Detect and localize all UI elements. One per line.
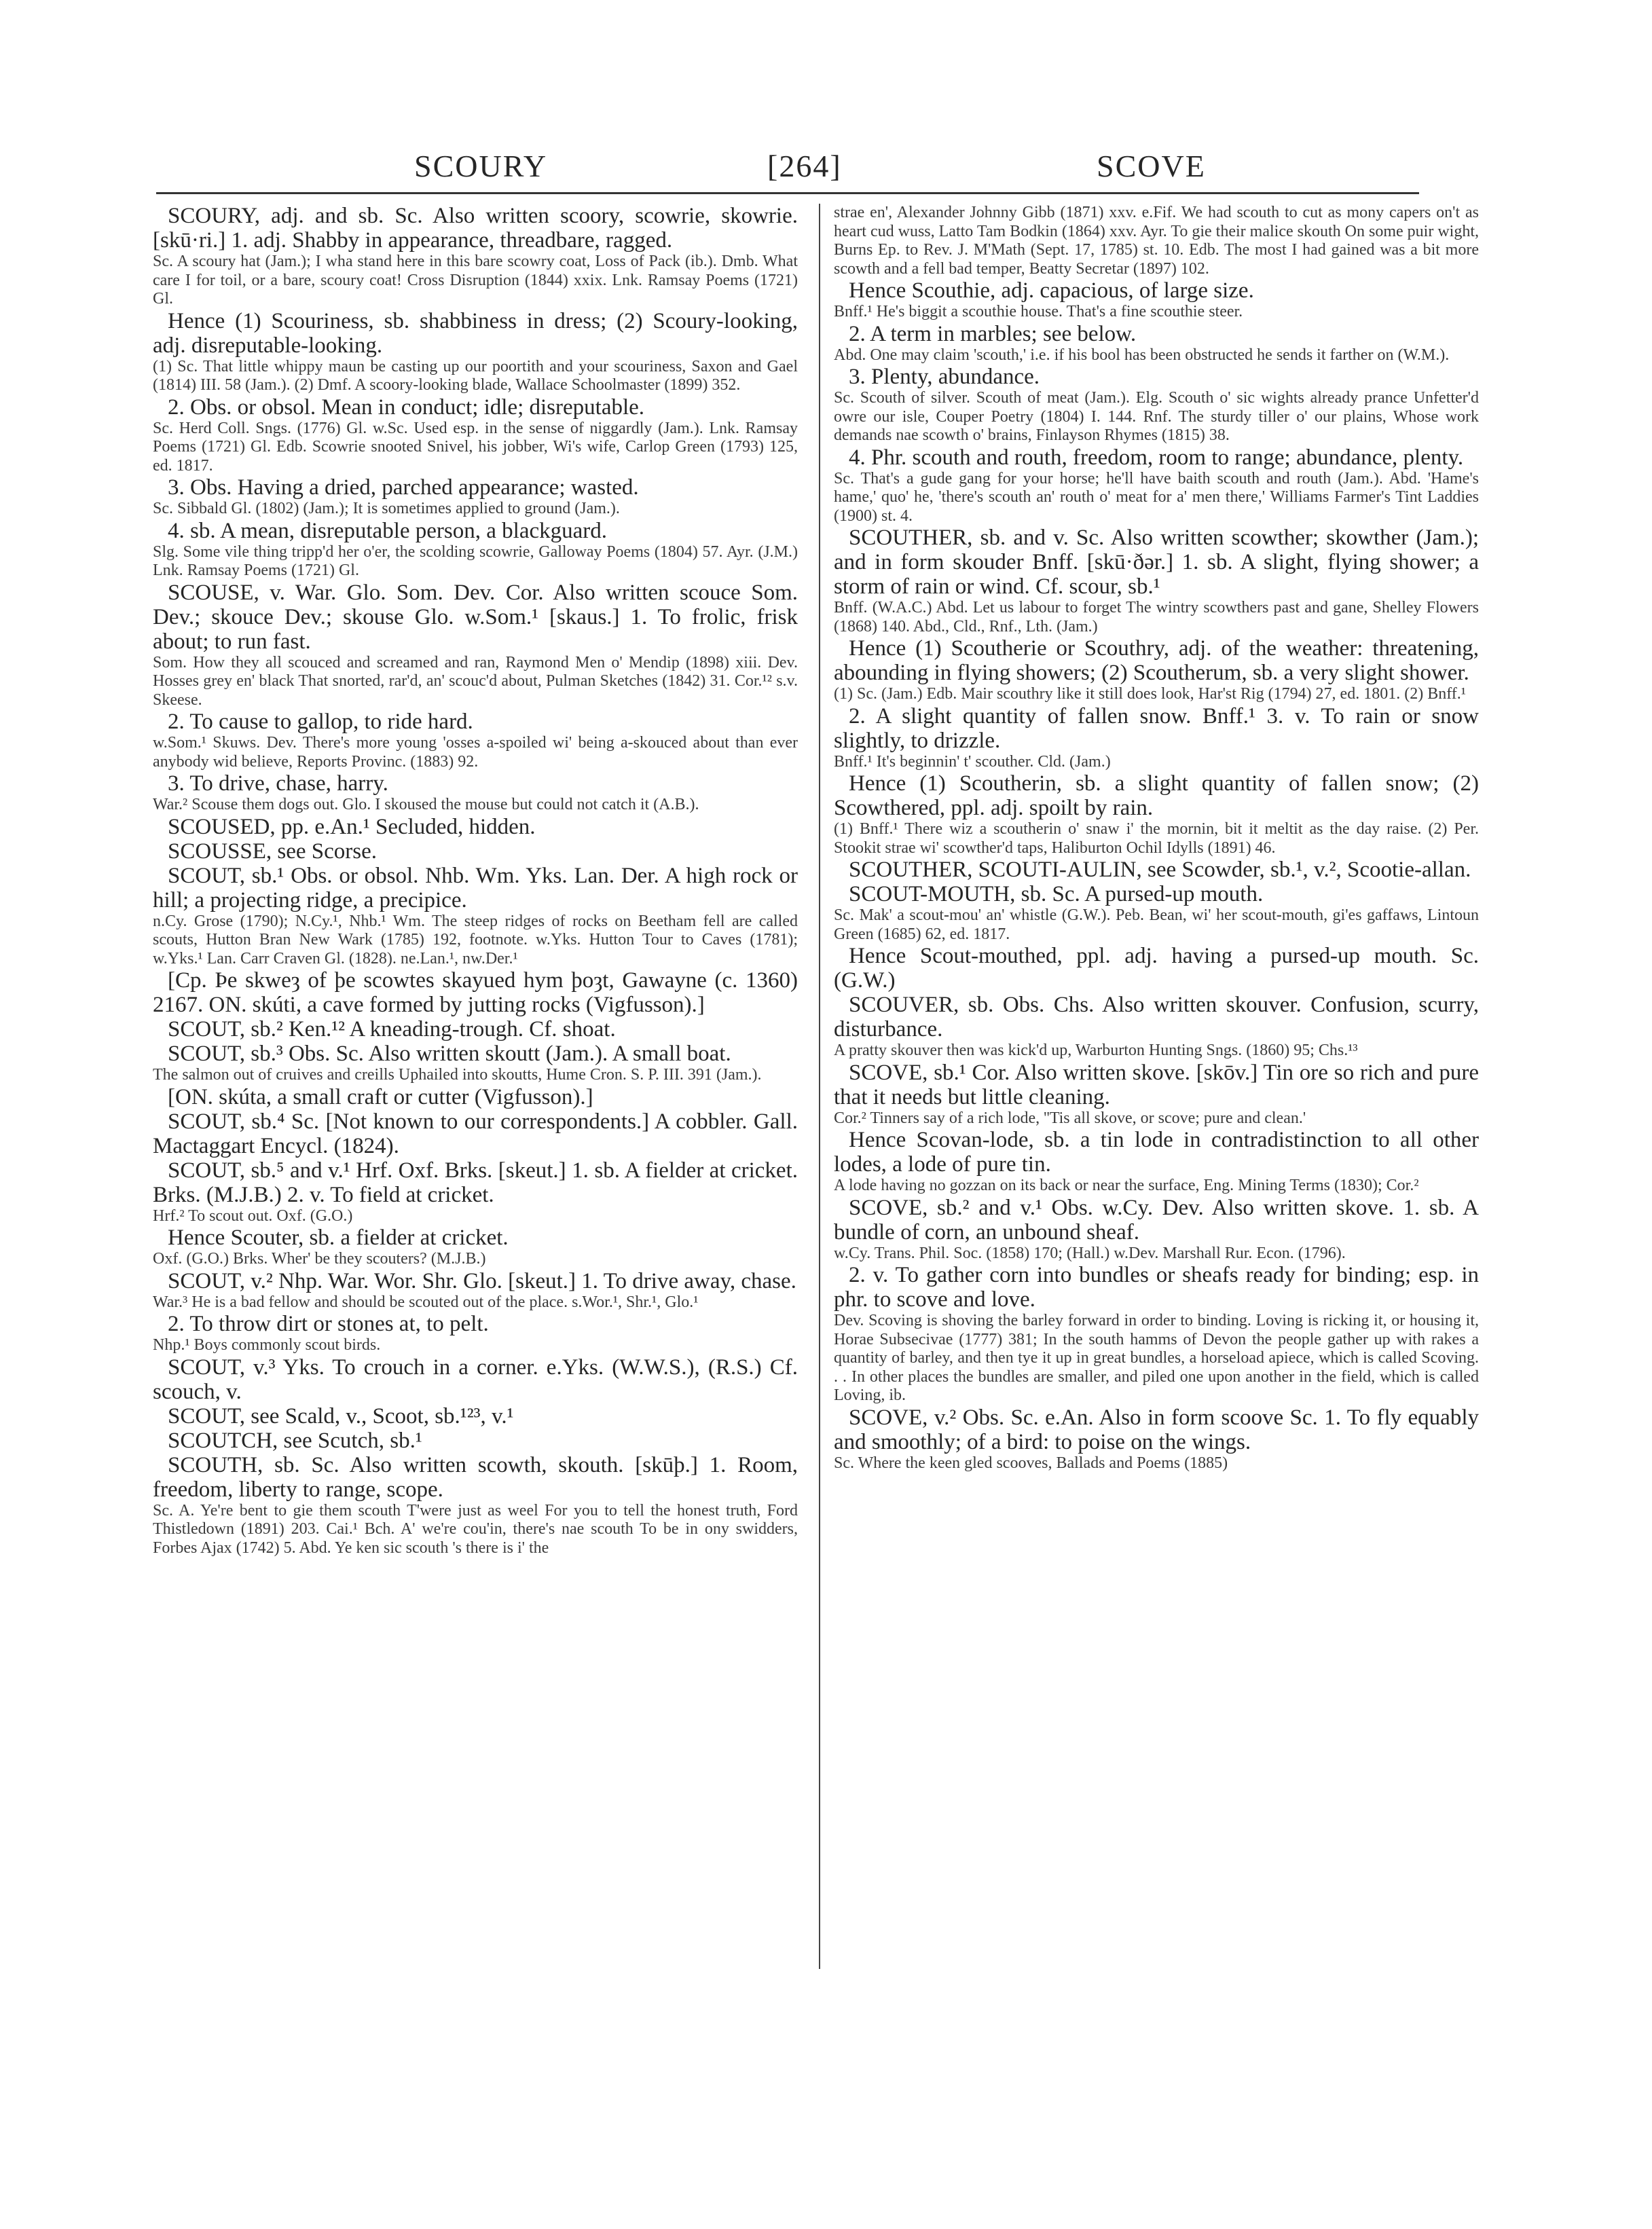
- entry-text: SCOUTCH, see Scutch, sb.¹: [168, 1428, 422, 1453]
- entry-text: SCOUSE, v. War. Glo. Som. Dev. Cor. Also written scouce Som. Dev.; skouce Dev.; skouse Glo. w.Som.¹ [skaus.] 1. To frolic, frisk about; to run fast.: [153, 580, 798, 654]
- citation-text: A pratty skouver then was kick'd up, Warburton Hunting Sngs. (1860) 95; Chs.¹³: [834, 1042, 1358, 1059]
- citation-text: w.Som.¹ Skuws. Dev. There's more young 'osses a-spoiled wi' being a-skouced about than ever anybody wid believe, Reports Provinc. (1883) 92.: [153, 734, 798, 771]
- citation-text: The salmon out of cruives and creills Uphailed into skoutts, Hume Cron. S. P. III. 391 (Jam.).: [153, 1066, 762, 1084]
- citation-text: Sc. Where the keen gled scooves, Ballads and Poems (1885): [834, 1454, 1228, 1472]
- entry-text: SCOUVER, sb. Obs. Chs. Also written skouver. Confusion, scurry, disturbance.: [834, 993, 1479, 1042]
- citation-text: Sc. Mak' a scout-mou' an' whistle (G.W.). Peb. Bean, wi' her scout-mouth, gi'es gaffaws, Lintoun Green (1685) 62, ed. 1817.: [834, 906, 1479, 943]
- citation-text: War.³ He is a bad fellow and should be scouted out of the place. s.Wor.¹, Shr.¹, Glo.¹: [153, 1293, 699, 1311]
- column-divider: [819, 204, 820, 1969]
- citation-text: (1) Sc. That little whippy maun be casting up our poortith and your scouriness, Saxon and Gael (1814) III. 58 (Jam.). (2) Dmf. A scoory-looking blade, Wallace Schoolmaster (1899) 352.: [153, 357, 798, 394]
- citation-text: Sc. That's a gude gang for your horse; he'll have baith scouth and routh (Jam.). Abd. 'Hame's hame,' quo' he, 'there's scouth an' routh o' meat for a' men there,' Williams Farmer's Tint Laddies (1900) st. 4.: [834, 469, 1479, 525]
- entry-text: SCOUT, v.³ Yks. To crouch in a corner. e.Yks. (W.W.S.), (R.S.) Cf. scouch, v.: [153, 1355, 798, 1404]
- entry-text: 4. Phr. scouth and routh, freedom, room to range; abundance, plenty.: [849, 445, 1464, 470]
- entry-text: 2. To throw dirt or stones at, to pelt.: [168, 1312, 489, 1336]
- citation-text: Abd. One may claim 'scouth,' i.e. if his bool has been obstructed he sends it farther on (W.M.).: [834, 346, 1450, 364]
- running-head-left: SCOURY: [414, 149, 548, 183]
- citation-text: Bnff.¹ He's biggit a scouthie house. That's a fine scouthie steer.: [834, 303, 1243, 320]
- citation-text: Dev. Scoving is shoving the barley forward in order to binding. Loving is ricking it, or housing it, Horae Subsecivae (1777) 381; In the south hamms of Devon the people gather up with rakes a quantity of barley, and then tye it up in great bundles, a horseload apiece, which is called Scoving. . . In other places the bundles are smaller, and piled one upon another in the field, which is called Loving, ib.: [834, 1312, 1479, 1404]
- entry-text: Hence (1) Scoutherie or Scouthry, adj. of the weather: threatening, abounding in flying showers; (2) Scoutherum, sb. a very slight shower.: [834, 636, 1479, 685]
- entry-text: SCOUT, sb.³ Obs. Sc. Also written skoutt (Jam.). A small boat.: [168, 1042, 731, 1066]
- citation-text: Cor.² Tinners say of a rich lode, ''Tis all skove, or scove; pure and clean.': [834, 1109, 1306, 1127]
- entry-text: SCOUT, sb.⁵ and v.¹ Hrf. Oxf. Brks. [skeut.] 1. sb. A fielder at cricket. Brks. (M.J.B.) 2. v. To field at cricket.: [153, 1158, 798, 1207]
- citation-text: Bnff. (W.A.C.) Abd. Let us labour to forget The wintry scowthers past and gane, Shelley Flowers (1868) 140. Abd., Cld., Rnf., Lth. (Jam.): [834, 599, 1479, 635]
- entry-text: 2. Obs. or obsol. Mean in conduct; idle; disreputable.: [168, 394, 645, 420]
- entry-text: SCOVE, sb.² and v.¹ Obs. w.Cy. Dev. Also written skove. 1. sb. A bundle of corn, an unbound sheaf.: [834, 1195, 1479, 1245]
- citation-text: Oxf. (G.O.) Brks. Wher' be they scouters? (M.J.B.): [153, 1250, 486, 1268]
- entry-text: Hence (1) Scoutherin, sb. a slight quantity of fallen snow; (2) Scowthered, ppl. adj. spoilt by rain.: [834, 771, 1479, 820]
- entry-text: SCOURY, adj. and sb. Sc. Also written scoory, scowrie, skowrie. [skū·ri.] 1. adj. Shabby in appearance, threadbare, ragged.: [153, 204, 798, 253]
- entry-text: SCOUT, see Scald, v., Scoot, sb.¹²³, v.¹: [168, 1403, 514, 1429]
- citation-text: A lode having no gozzan on its back or near the surface, Eng. Mining Terms (1830); Cor.²: [834, 1177, 1419, 1194]
- citation-text: Sc. Herd Coll. Sngs. (1776) Gl. w.Sc. Used esp. in the sense of niggardly (Jam.). Lnk. Ramsay Poems (1721) Gl. Edb. Scowrie snooted Snivel, his jobber, Wi's wife, Carlop Green (1793) 125, ed. 1817.: [153, 419, 798, 475]
- entry-text: [Cp. Þe skweȝ of þe scowtes skayued hym þoȝt, Gawayne (c. 1360) 2167. ON. skúti, a cave formed by jutting rocks (Vigfusson).]: [153, 968, 798, 1017]
- left-column: [153, 204, 798, 2179]
- entry-text: 2. To cause to gallop, to ride hard.: [168, 710, 473, 734]
- entry-text: [ON. skúta, a small craft or cutter (Vigfusson).]: [168, 1084, 593, 1109]
- entry-text: SCOUT-MOUTH, sb. Sc. A pursed-up mouth.: [849, 882, 1264, 906]
- page-number: [264]: [767, 149, 842, 183]
- entry-text: SCOUTHER, sb. and v. Sc. Also written scowther; skowther (Jam.); and in form skouder Bnff. [skū·ðər.] 1. sb. A slight, flying shower; a storm of rain or wind. Cf. scour, sb.¹: [834, 526, 1479, 599]
- entry-text: 3. Plenty, abundance.: [849, 365, 1040, 389]
- citation-text: Bnff.¹ It's beginnin' t' scouther. Cld. (Jam.): [834, 752, 1111, 771]
- entry-text: SCOVE, sb.¹ Cor. Also written skove. [skōv.] Tin ore so rich and pure that it needs but little cleaning.: [834, 1060, 1479, 1109]
- citation-text: Som. How they all scouced and screamed and ran, Raymond Men o' Mendip (1898) xiii. Dev. Hosses grey en' black That snorted, rar'd, an' scouc'd about, Pulman Sketches (1842) 31. Cor.¹² s.v. Skeese.: [153, 653, 798, 709]
- entry-text: SCOUSED, pp. e.An.¹ Secluded, hidden.: [168, 814, 536, 839]
- right-column: [834, 204, 1479, 2179]
- entry-text: 4. sb. A mean, disreputable person, a blackguard.: [168, 518, 607, 543]
- citation-text: Hrf.² To scout out. Oxf. (G.O.): [153, 1206, 353, 1225]
- citation-text: (1) Bnff.¹ There wiz a scoutherin o' snaw i' the mornin, bit it meltit as the day raise. (2) Per. Stookit strae wi' scowther'd taps, Haliburton Ochil Idylls (1891) 46.: [834, 820, 1479, 857]
- page-header: [156, 148, 1419, 190]
- entry-text: 2. A slight quantity of fallen snow. Bnff.¹ 3. v. To rain or snow slightly, to drizzle.: [834, 703, 1479, 753]
- entry-text: 2. A term in marbles; see below.: [849, 321, 1137, 346]
- entry-text: SCOUTH, sb. Sc. Also written scowth, skouth. [skūþ.] 1. Room, freedom, liberty to range, scope.: [153, 1452, 798, 1502]
- entry-text: Hence Scout-mouthed, ppl. adj. having a pursed-up mouth. Sc. (G.W.): [834, 944, 1479, 993]
- entry-text: Hence Scouthie, adj. capacious, of large size.: [849, 278, 1254, 303]
- entry-text: SCOUT, sb.⁴ Sc. [Not known to our correspondents.] A cobbler. Gall. Mactaggart Encycl. (1824).: [153, 1109, 798, 1158]
- citation-text: n.Cy. Grose (1790); N.Cy.¹, Nhb.¹ Wm. The steep ridges of rocks on Beetham fell are called scouts, Hutton Bran New Wark (1785) 192, footnote. w.Yks. Hutton Tour to Caves (1781); w.Yks.¹ Lan. Carr Craven Gl. (1828). ne.Lan.¹, nw.Der.¹: [153, 912, 798, 968]
- citation-text: Sc. A scoury hat (Jam.); I wha stand here in this bare scowry coat, Loss of Pack (ib.). Dmb. What care I for toil, or a bare, scoury coat! Cross Disruption (1844) xxix. Lnk. Ramsay Poems (1721) Gl.: [153, 253, 798, 308]
- entry-text: SCOUT, v.² Nhp. War. Wor. Shr. Glo. [skeut.] 1. To drive away, chase.: [168, 1268, 796, 1293]
- entry-text: 3. To drive, chase, harry.: [168, 771, 388, 796]
- citation-text: Sc. Scouth of silver. Scouth of meat (Jam.). Elg. Scouth o' sic wights already prance Unfetter'd owre our isle, Couper Poetry (1804) I. 144. Rnf. The sturdy tiller o' our plains, Whose work demands nae scowth o' brains, Finlayson Rhymes (1815) 38.: [834, 389, 1479, 444]
- citation-text: w.Cy. Trans. Phil. Soc. (1858) 170; (Hall.) w.Dev. Marshall Rur. Econ. (1796).: [834, 1244, 1346, 1262]
- entry-text: 2. v. To gather corn into bundles or sheafs ready for binding; esp. in phr. to scove and love.: [834, 1263, 1479, 1312]
- entry-text: SCOUTHER, SCOUTI-AULIN, see Scowder, sb.¹, v.², Scootie-allan.: [849, 858, 1471, 882]
- citation-text: strae en', Alexander Johnny Gibb (1871) xxv. e.Fif. We had scouth to cut as mony capers on't as heart cud wuss, Latto Tam Bodkin (1864) xxv. Ayr. To gie their malice skouth On some puir wight, Burns Ep. to Rev. J. M'Math (Sept. 17, 1785) st. 10. Edb. The most I had gained was a bit more scowth and a fell bad temper, Beatty Secretar (1897) 102.: [834, 204, 1479, 278]
- citation-text: Sc. A. Ye're bent to gie them scouth T'were just as weel For you to tell the honest truth, Ford Thistledown (1891) 203. Cai.¹ Bch. A' we're cou'in, there's nae scouth To be in ony swidders, Forbes Ajax (1742) 5. Abd. Ye ken sic scouth 's there is i' the: [153, 1501, 798, 1557]
- entry-text: SCOUT, sb.² Ken.¹² A kneading-trough. Cf. shoat.: [168, 1017, 616, 1042]
- entry-text: Hence Scouter, sb. a fielder at cricket.: [168, 1226, 509, 1250]
- header-rule: [156, 192, 1419, 194]
- citation-text: Sc. Sibbald Gl. (1802) (Jam.); It is sometimes applied to ground (Jam.).: [153, 500, 620, 517]
- citation-text: Slg. Some vile thing tripp'd her o'er, the scolding scowrie, Galloway Poems (1804) 57. Ayr. (J.M.) Lnk. Ramsay Poems (1721) Gl.: [153, 542, 798, 579]
- running-head-right: SCOVE: [1097, 149, 1206, 183]
- entry-text: Hence (1) Scouriness, sb. shabbiness in dress; (2) Scoury-looking, adj. disreputable-looking.: [153, 308, 798, 358]
- citation-text: (1) Sc. (Jam.) Edb. Mair scouthry like it still does look, Har'st Rig (1794) 27, ed. 1801. (2) Bnff.¹: [834, 685, 1466, 703]
- citation-text: War.² Scouse them dogs out. Glo. I skoused the mouse but could not catch it (A.B.).: [153, 796, 699, 813]
- citation-text: Nhp.¹ Boys commonly scout birds.: [153, 1336, 381, 1354]
- entry-text: 3. Obs. Having a dried, parched appearance; wasted.: [168, 475, 639, 500]
- entry-text: Hence Scovan-lode, sb. a tin lode in contradistinction to all other lodes, a lode of pure tin.: [834, 1128, 1479, 1177]
- entry-text: SCOUSSE, see Scorse.: [168, 839, 378, 864]
- entry-text: SCOVE, v.² Obs. Sc. e.An. Also in form scoove Sc. 1. To fly equably and smoothly; of a bird: to poise on the wings.: [834, 1405, 1479, 1454]
- entry-text: SCOUT, sb.¹ Obs. or obsol. Nhb. Wm. Yks. Lan. Der. A high rock or hill; a projecting ridge, a precipice.: [153, 863, 798, 913]
